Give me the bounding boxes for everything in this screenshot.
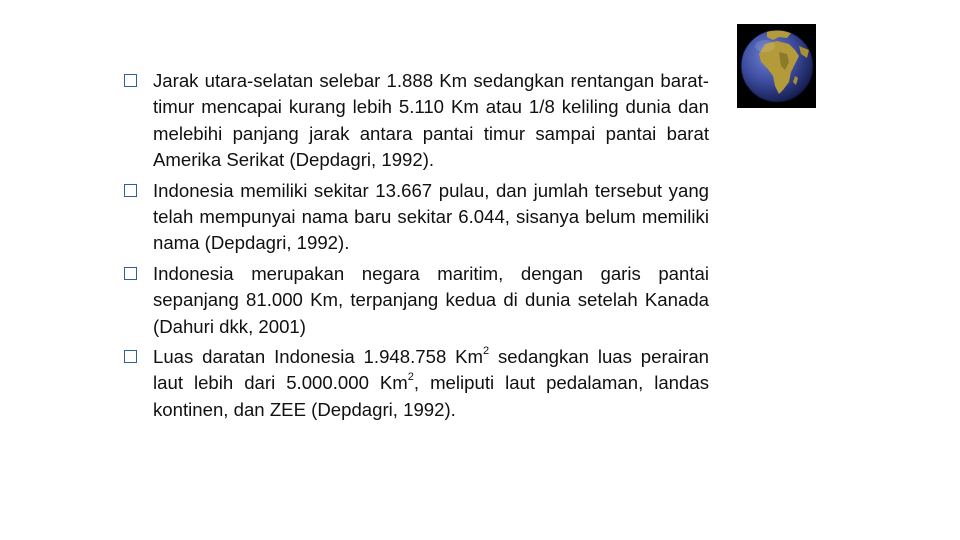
square-bullet-icon: [124, 184, 137, 197]
bullet-text-4-part1: Luas daratan Indonesia 1.948.758 Km: [153, 346, 484, 368]
superscript-2: 2: [407, 371, 414, 384]
square-bullet-icon: [124, 267, 137, 280]
square-bullet-icon: [124, 74, 137, 87]
globe-africa-icon: [737, 24, 816, 108]
bullet-text-4-part3: , meliputi laut pedalaman, landas kontinen, dan ZEE (Depdagri, 1992).: [153, 372, 710, 420]
bullet-text-4-part2: sedangkan luas perairan laut lebih dari 5.000.000 Km: [153, 346, 710, 394]
globe-image: [737, 24, 816, 108]
bullet-item-4: [124, 344, 709, 423]
superscript-2: 2: [483, 344, 490, 357]
bullet-text-2: Indonesia memiliki sekitar 13.667 pulau, dan jumlah tersebut yang telah mempunyai nama baru sekitar 6.044, sisanya belum memiliki nama (Depdagri, 1992).: [153, 179, 709, 254]
bullet-item-2: [124, 178, 709, 257]
bullet-text-4: [153, 346, 709, 420]
bullet-list: [124, 68, 709, 427]
bullet-item-3: [124, 261, 709, 340]
bullet-item-1: [124, 68, 709, 174]
square-bullet-icon: [124, 350, 137, 363]
bullet-text-3: Indonesia merupakan negara maritim, dengan garis pantai sepanjang 81.000 Km, terpanjang kedua di dunia setelah Kanada (Dahuri dkk, 2001): [153, 262, 709, 337]
bullet-text-1: Jarak utara-selatan selebar 1.888 Km sedangkan rentangan barat-timur mencapai kurang lebih 5.110 Km atau 1/8 keliling dunia dan melebihi panjang jarak antara pantai timur sampai pantai barat Amerika Serikat (Depdagri, 1992).: [153, 70, 709, 171]
